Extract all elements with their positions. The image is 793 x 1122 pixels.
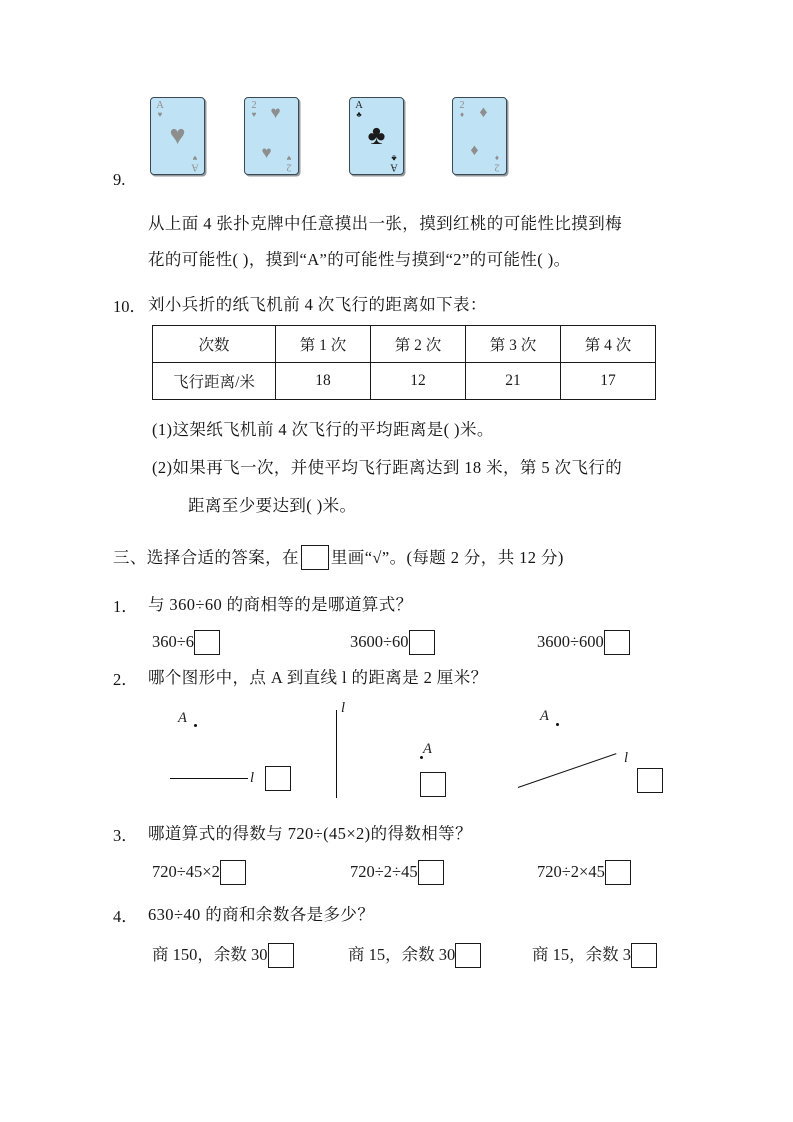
checkbox-illustration xyxy=(301,545,329,570)
choice-4-option-3-label: 商 15，余数 3 xyxy=(532,945,631,964)
choice-2-option-1-checkbox[interactable] xyxy=(265,766,291,791)
choice-1-option-1[interactable] xyxy=(152,630,220,652)
card-rank: A xyxy=(390,161,398,172)
table-column-header: 第 3 次 xyxy=(466,326,561,363)
card-corner-bottom-right xyxy=(283,154,295,172)
choice-1-stem: 与 360÷60 的商相等的是哪道算式？ xyxy=(148,595,413,614)
choice-2-diagrams xyxy=(150,700,690,810)
point-dot-a xyxy=(556,723,559,726)
playing-card-two-hearts xyxy=(244,97,299,175)
section-three-heading xyxy=(113,545,564,571)
choice-3-number: 3． xyxy=(113,826,138,845)
card-rank: A xyxy=(156,100,164,111)
diamond-icon: ♦ xyxy=(470,142,479,159)
question-9-number: 9. xyxy=(113,170,126,189)
line-label-l: l xyxy=(250,770,255,786)
choice-1-option-2-label: 3600÷60 xyxy=(350,632,409,651)
line-label-l: l xyxy=(624,750,629,766)
choice-3-option-1-checkbox[interactable] xyxy=(220,860,246,885)
choice-4-option-2[interactable] xyxy=(348,941,481,965)
line-vertical xyxy=(336,710,337,798)
point-dot-a xyxy=(420,756,423,759)
line-slanted xyxy=(518,753,617,788)
playing-cards-row xyxy=(150,97,510,179)
heart-icon: ♥ xyxy=(261,143,272,162)
club-icon: ♣ xyxy=(367,120,386,150)
choice-2-option-2-checkbox[interactable] xyxy=(420,772,446,797)
choice-1-option-1-checkbox[interactable] xyxy=(194,630,220,655)
question-10-sub-2-line-1: (2)如果再飞一次，并使平均飞行距离达到 18 米，第 5 次飞行的 xyxy=(152,458,623,477)
choice-1-number: 1． xyxy=(113,597,138,616)
table-cell-value: 12 xyxy=(371,363,466,400)
choice-3-option-2-checkbox[interactable] xyxy=(418,860,444,885)
choice-2-diagram-3 xyxy=(500,700,680,810)
choice-3-option-2[interactable] xyxy=(350,860,444,882)
heart-icon: ♥ xyxy=(192,153,198,163)
choice-3-option-2-label: 720÷2÷45 xyxy=(350,862,418,881)
point-label-a: A xyxy=(178,710,187,726)
line-label-l: l xyxy=(341,700,346,716)
point-label-a: A xyxy=(540,708,549,724)
table-row-header-label: 次数 xyxy=(153,326,276,363)
table-row-header xyxy=(153,326,656,363)
card-corner-top-left xyxy=(154,101,166,119)
section-three-prefix: 三、选择合适的答案，在 xyxy=(113,548,299,568)
club-icon: ♣ xyxy=(391,153,397,163)
diamond-icon: ♦ xyxy=(479,104,488,121)
choice-3-option-3[interactable] xyxy=(537,860,631,882)
table-column-header: 第 4 次 xyxy=(561,326,656,363)
card-rank: 2 xyxy=(251,100,257,111)
flight-distance-table xyxy=(152,325,656,400)
section-three-suffix: 里画“√”。(每题 2 分，共 12 分) xyxy=(330,548,564,568)
table-row-values xyxy=(153,363,656,400)
card-corner-bottom-right xyxy=(189,154,201,172)
choice-1-option-3-label: 3600÷600 xyxy=(537,632,604,651)
question-10-sub-1: (1)这架纸飞机前 4 次飞行的平均距离是( )米。 xyxy=(152,420,494,439)
choice-4-option-1-label: 商 150，余数 30 xyxy=(152,945,268,964)
line-horizontal xyxy=(170,778,248,779)
choice-3-option-1-label: 720÷45×2 xyxy=(152,862,220,881)
table-cell-value: 18 xyxy=(276,363,371,400)
card-rank: 2 xyxy=(459,100,465,111)
heart-icon: ♥ xyxy=(169,120,186,150)
table-row-header-label: 飞行距离/米 xyxy=(153,363,276,400)
question-10-stem: 刘小兵折的纸飞机前 4 次飞行的距离如下表： xyxy=(148,295,487,314)
table-cell-value: 17 xyxy=(561,363,656,400)
card-rank: A xyxy=(355,100,363,111)
card-rank: 2 xyxy=(494,161,500,172)
choice-1-option-2-checkbox[interactable] xyxy=(409,630,435,655)
choice-1-option-2[interactable] xyxy=(350,630,435,652)
heart-icon: ♥ xyxy=(286,153,292,163)
point-dot-a xyxy=(194,724,197,727)
choice-4-number: 4． xyxy=(113,907,138,926)
card-rank: A xyxy=(191,161,199,172)
choice-1-option-3[interactable] xyxy=(537,630,630,652)
choice-3-option-1[interactable] xyxy=(152,860,246,882)
choice-1-option-3-checkbox[interactable] xyxy=(604,630,630,655)
choice-4-option-1[interactable] xyxy=(152,941,294,965)
choice-2-diagram-2 xyxy=(310,700,490,810)
choice-2-stem: 哪个图形中，点 A 到直线 l 的距离是 2 厘米？ xyxy=(148,668,488,687)
playing-card-ace-clubs xyxy=(349,97,404,175)
table-column-header: 第 2 次 xyxy=(371,326,466,363)
diamond-icon: ♦ xyxy=(494,153,500,163)
playing-card-two-diamonds xyxy=(452,97,507,175)
heart-icon: ♥ xyxy=(157,109,163,119)
choice-4-option-1-checkbox[interactable] xyxy=(268,943,294,968)
question-9-text-line-1: 从上面 4 张扑克牌中任意摸出一张，摸到红桃的可能性比摸到梅 xyxy=(148,214,622,233)
question-9-text-line-2: 花的可能性( )，摸到“A”的可能性与摸到“2”的可能性( )。 xyxy=(148,250,571,269)
card-corner-bottom-right xyxy=(388,154,400,172)
table-column-header: 第 1 次 xyxy=(276,326,371,363)
choice-4-option-2-label: 商 15，余数 30 xyxy=(348,945,456,964)
heart-icon: ♥ xyxy=(270,103,281,122)
choice-4-stem: 630÷40 的商和余数各是多少？ xyxy=(148,905,375,924)
question-10-sub-2-line-2: 距离至少要达到( )米。 xyxy=(188,496,357,515)
choice-3-option-3-checkbox[interactable] xyxy=(605,860,631,885)
choice-3-stem: 哪道算式的得数与 720÷(45×2)的得数相等？ xyxy=(148,824,472,843)
diamond-icon: ♦ xyxy=(459,109,465,119)
choice-4-option-2-checkbox[interactable] xyxy=(455,943,481,968)
heart-icon: ♥ xyxy=(251,109,257,119)
point-label-a: A xyxy=(423,741,432,757)
table-cell-value: 21 xyxy=(466,363,561,400)
choice-2-number: 2． xyxy=(113,670,138,689)
card-corner-top-left xyxy=(353,101,365,119)
choice-2-option-3-checkbox[interactable] xyxy=(637,768,663,793)
choice-4-option-3[interactable] xyxy=(532,941,657,965)
choice-4-option-3-checkbox[interactable] xyxy=(631,943,657,968)
choice-2-diagram-1 xyxy=(150,700,330,810)
choice-3-option-3-label: 720÷2×45 xyxy=(537,862,605,881)
card-rank: 2 xyxy=(286,161,292,172)
choice-1-option-1-label: 360÷6 xyxy=(152,632,195,651)
question-10-number: 10． xyxy=(113,297,146,316)
club-icon: ♣ xyxy=(356,109,362,119)
playing-card-ace-hearts xyxy=(150,97,205,175)
card-corner-bottom-right xyxy=(491,154,503,172)
